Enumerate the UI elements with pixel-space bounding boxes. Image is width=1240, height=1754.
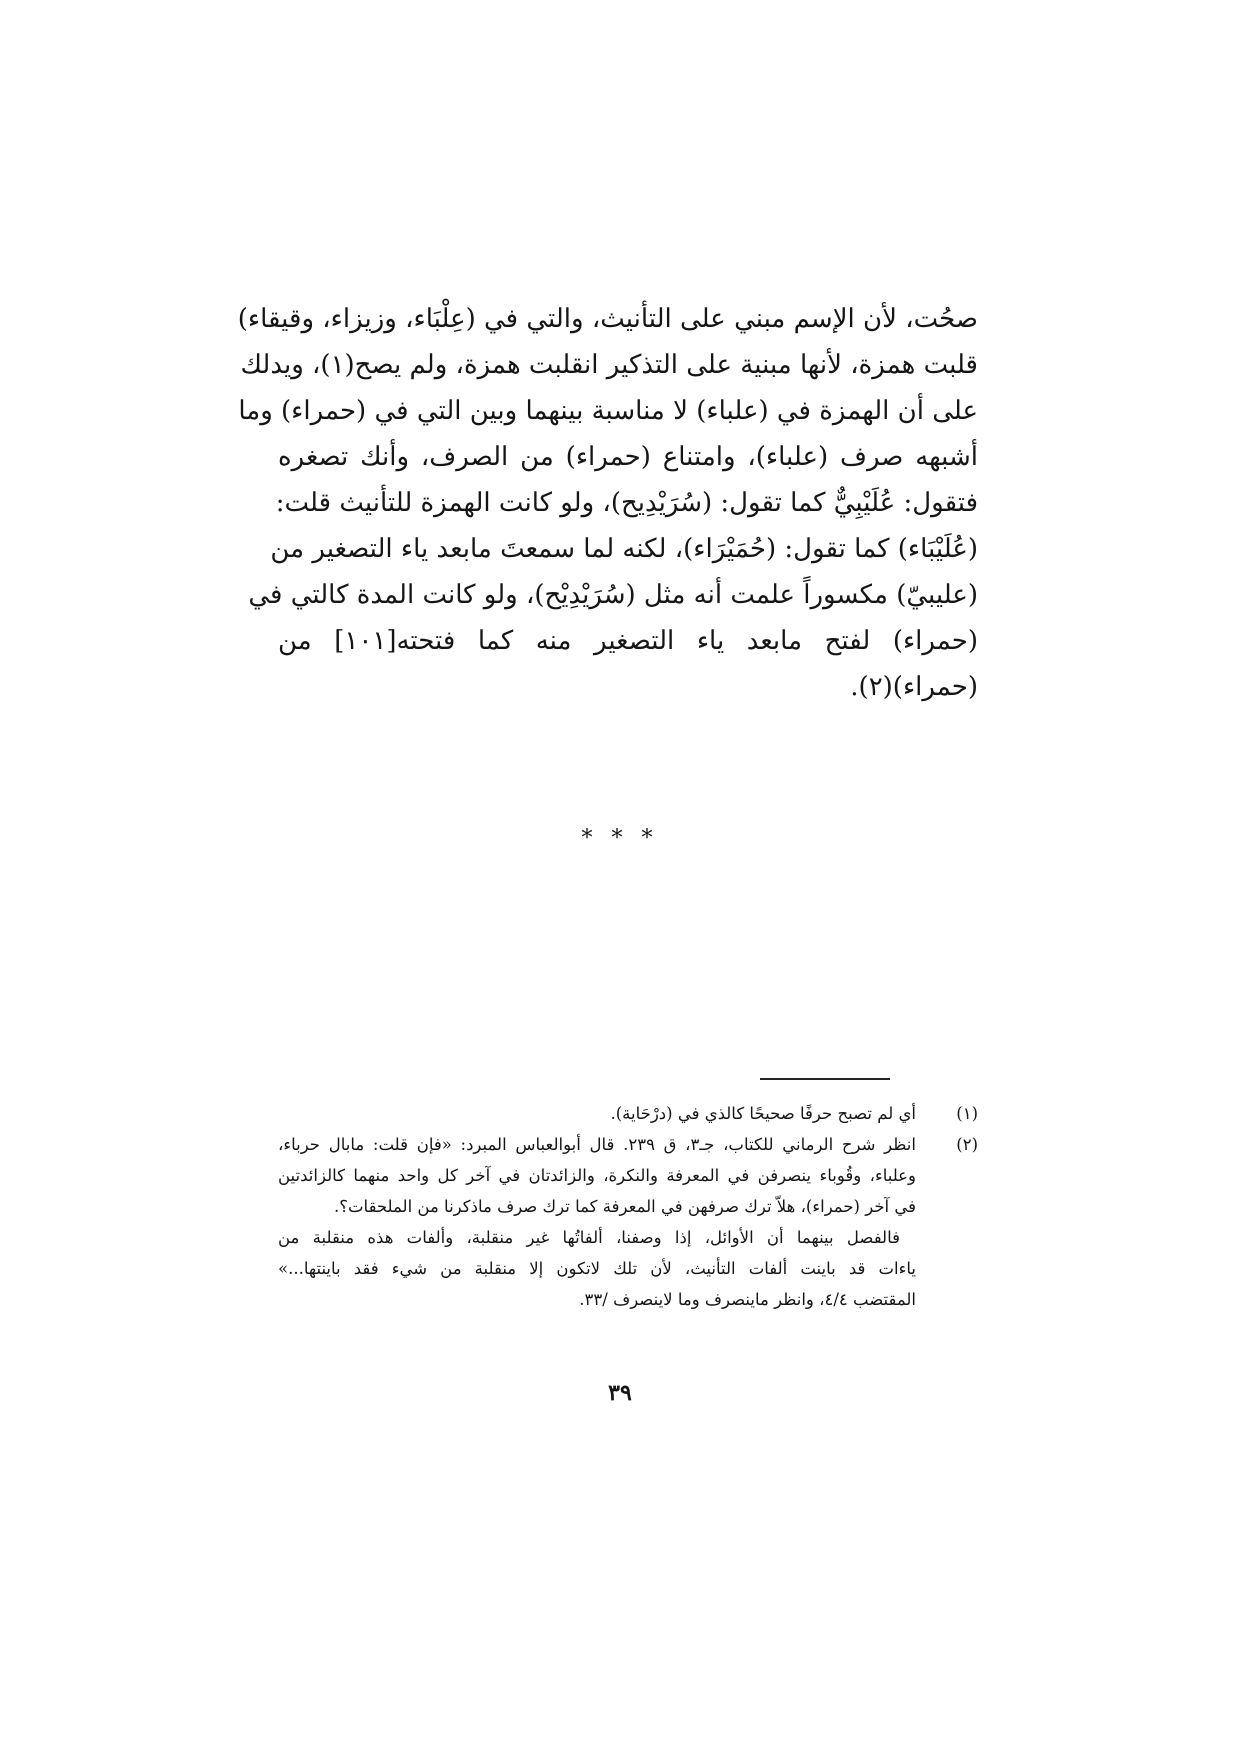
page-number: ٣٩: [608, 1380, 632, 1406]
footnote-divider: [760, 1078, 890, 1080]
footnote-line: ياءات قد باينت ألفات التأنيث، لأن تلك لاتكون إلا منقلبة من شيء فقد باينتها...»: [278, 1259, 916, 1278]
footnote-line: المقتضب ٤/٤، وانظر ماينصرف وما لاينصرف /٣٣.: [579, 1290, 916, 1309]
footnotes: [278, 1098, 978, 1315]
footnote-number: (٢): [956, 1135, 978, 1154]
footnote-line: فالفصل بينهما أن الأوائل، إذا وصفنا، ألفاتُها غير منقلبة، وألفات هذه منقلبة من: [278, 1228, 900, 1247]
body-line: (حمراء)(٢).: [850, 672, 978, 702]
footnote-2: [278, 1129, 978, 1315]
footnote-line: انظر شرح الرماني للكتاب، جـ٣، ق ٢٣٩. قال أبوالعباس المبرد: «فإن قلت: مابال حرباء،: [278, 1135, 916, 1154]
footnote-text: [278, 1129, 934, 1315]
body-line: (حمراء) لفتح مابعد ياء التصغير منه كما فتحته[١٠١] من: [278, 626, 978, 656]
main-body-text: [237, 296, 978, 710]
footnote-number: (١): [956, 1104, 978, 1123]
body-line: أشبهه صرف (علباء)، وامتناع (حمراء) من الصرف، وأنك تصغره: [278, 442, 978, 472]
footnote-line: أي لم تصبح حرفًا صحيحًا كالذي في (درْحَاية).: [610, 1104, 916, 1123]
footnote-text: [278, 1098, 934, 1129]
body-line: فتقول: عُلَيْبِيٌّ كما تقول: (سُرَيْدِيح)، ولو كانت الهمزة للتأنيث قلت:: [275, 488, 978, 518]
body-line: على أن الهمزة في (علباء) لا مناسبة بينهما وبين التي في (حمراء) وما: [238, 396, 978, 426]
body-line: (عليبيّ) مكسوراً علمت أنه مثل (سُرَيْدِيْح)، ولو كانت المدة كالتي في: [248, 580, 978, 610]
body-line: قلبت همزة، لأنها مبنية على التذكير انقلبت همزة، ولم يصح(١)، ويدلك: [240, 350, 978, 380]
section-separator: * * *: [581, 826, 659, 851]
footnote-line: في آخر (حمراء)، هلاّ ترك صرفهن في المعرفة كما ترك صرف ماذكرنا من الملحقات؟.: [334, 1197, 916, 1216]
footnote-line: وعلباء، وقُوباء ينصرفن في المعرفة والنكرة، والزائدتان في آخر كل واحد منهما كالزائدتين: [278, 1166, 916, 1185]
body-line: صحُت، لأن الإسم مبني على التأنيث، والتي في (عِلْبَاء، وزيزاء، وقيقاء): [237, 304, 978, 334]
footnote-1: [278, 1098, 978, 1129]
body-line: (عُلَيْبَاء) كما تقول: (حُمَيْرَاء)، لكنه لما سمعتَ مابعد ياء التصغير من: [270, 534, 978, 564]
